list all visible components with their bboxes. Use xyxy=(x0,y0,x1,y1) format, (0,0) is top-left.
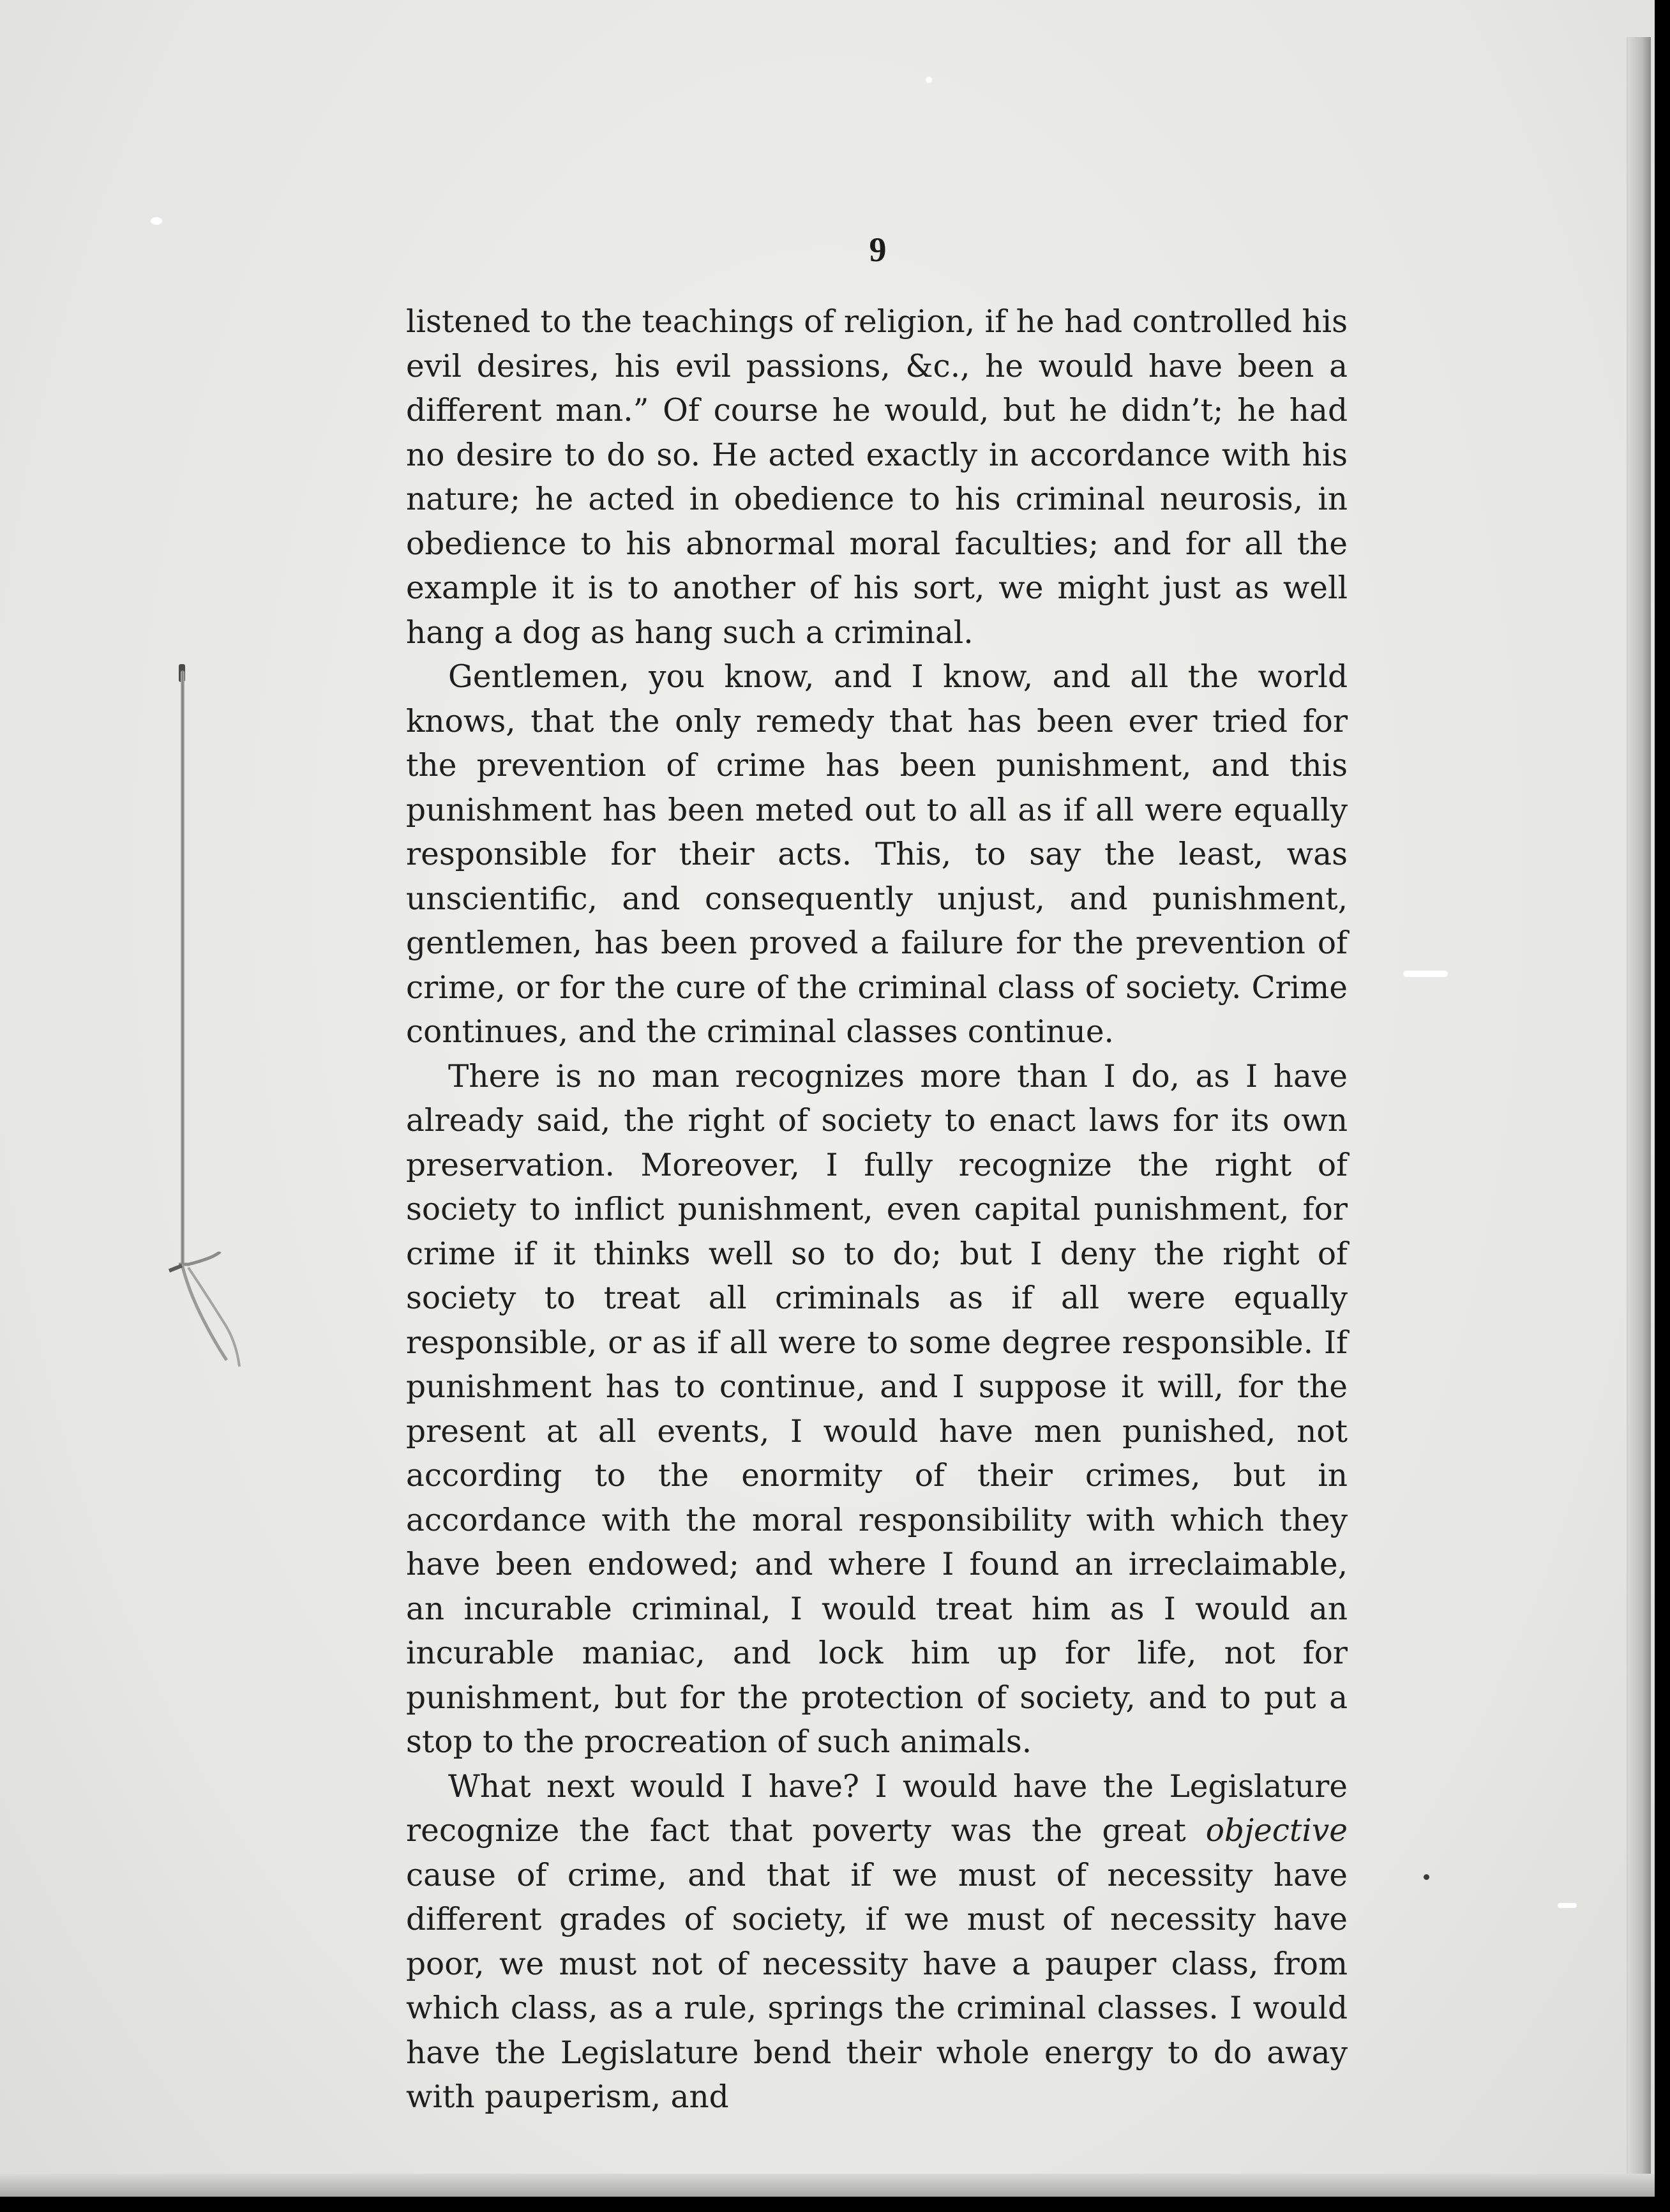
margin-scrawl xyxy=(163,1252,290,1418)
scan-speck xyxy=(1424,1874,1429,1880)
scan-speck xyxy=(926,77,932,83)
paragraph-3: There is no man recognizes more than I do, as I have already said, the right of society to enact laws for its own preservation. Moreover, I fully recognize the right of society to inflict punishment, even capital punishment, for crime if it thinks well so to do; but I deny the right of society to treat all criminals as if all were equally responsible, or as if all were to some degree responsible. If punishment has to continue, and I suppose it will, for the present at all events, I would have men punished, not according to the enormity of their crimes, but in accordance with the moral responsibility with which they have been endowed; and where I found an irreclaimable, an incurable criminal, I would treat him as I would an incurable maniac, and lock him up for life, not for punishment, but for the protection of society, and to put a stop to the procreation of such animals. xyxy=(406,1058,1348,1760)
paragraph-2: Gentlemen, you know, and I know, and all the world knows, that the only remedy that has been ever tried for the prevention of crime has been punishment, and this punishment has been meted out to all as if all were equally responsible for their acts. This, to say the least, was unscientific, and consequently unjust, and punishment, gentlemen, has been proved a failure for the prevention of crime, or for the cure of the criminal class of society. Crime continues, and the criminal classes continue. xyxy=(406,659,1348,1050)
scan-speck xyxy=(151,217,162,225)
page-edge-shadow xyxy=(1627,37,1651,2183)
scan-speck xyxy=(1403,971,1448,977)
paragraph-4 xyxy=(406,1765,1348,2120)
margin-pencil-line xyxy=(181,670,184,1264)
scan-speck xyxy=(1558,1903,1577,1908)
paragraph-4-text-end: cause of crime, and that if we must of necessity have different grades of society, if we must of necessity have poor, we must not of necessity have a pauper class, from which class, as a rule, springs the criminal classes. I would have the Legislature bend their whole energy to do away with pauperism, and xyxy=(406,1857,1348,2115)
page-number: 9 xyxy=(869,231,887,269)
bottom-edge-shadow xyxy=(0,2174,1655,2197)
body-text xyxy=(406,300,1348,2120)
paragraph-4-italic-word: objective xyxy=(1205,1813,1348,1849)
paragraph-4-text-start: What next would I have? I would have the Legislature recognize the fact that poverty was the great xyxy=(406,1768,1348,1849)
paragraph-1: listened to the teachings of religion, if he had controlled his evil desires, his evil passions, &c., he would have been a different man.” Of course he would, but he didn’t; he had no desire to do so. He acted exactly in accordance with his nature; he acted in obedience to his criminal neurosis, in obedience to his abnormal moral faculties; and for all the example it is to another of his sort, we might just as well hang a dog as hang such a criminal. xyxy=(406,304,1348,651)
